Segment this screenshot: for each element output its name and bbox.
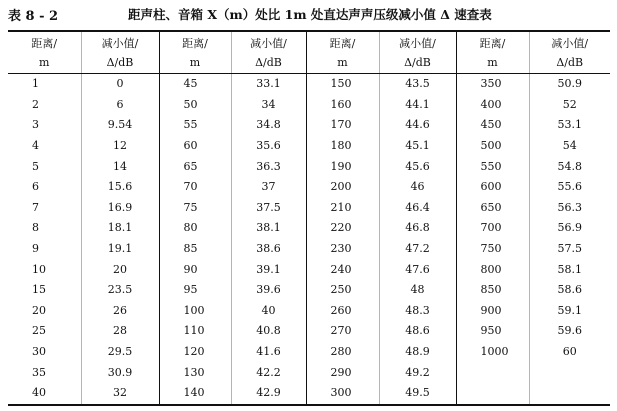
table-caption [8, 3, 613, 25]
distance-cell: 800 [456, 259, 529, 280]
distance-cell: 900 [456, 301, 529, 322]
reduction-cell: 50.9 [529, 74, 610, 95]
distance-cell: 100 [159, 301, 231, 322]
reduction-cell [529, 362, 610, 383]
distance-cell: 80 [159, 218, 231, 239]
distance-cell: 150 [306, 74, 379, 95]
reduction-cell: 39.6 [231, 280, 306, 301]
distance-header-name: 距离/ [31, 36, 58, 50]
reduction-header-name: 减小值/ [250, 36, 287, 50]
reduction-cell: 26 [81, 301, 159, 322]
distance-cell: 130 [159, 362, 231, 383]
distance-cell: 750 [456, 239, 529, 260]
distance-header-unit: m [337, 55, 348, 69]
table-row [8, 156, 610, 177]
reduction-cell: 47.6 [379, 259, 456, 280]
reduction-cell: 0 [81, 74, 159, 95]
distance-cell: 10 [32, 262, 46, 276]
reduction-cell: 23.5 [81, 280, 159, 301]
reduction-cell: 54 [529, 136, 610, 157]
reduction-cell: 9.54 [81, 115, 159, 136]
distance-cell: 45 [159, 74, 231, 95]
distance-cell: 4 [32, 139, 39, 153]
reduction-cell: 57.5 [529, 239, 610, 260]
reduction-cell: 43.5 [379, 74, 456, 95]
reduction-header [379, 31, 456, 74]
reduction-cell: 38.6 [231, 239, 306, 260]
distance-cell: 50 [159, 95, 231, 116]
distance-cell: 550 [456, 156, 529, 177]
reduction-cell: 28 [81, 321, 159, 342]
distance-cell: 160 [306, 95, 379, 116]
table-row [8, 136, 610, 157]
reduction-cell: 46.4 [379, 198, 456, 219]
reduction-cell: 58.1 [529, 259, 610, 280]
table-body [8, 74, 610, 405]
distance-header-unit: m [487, 55, 498, 69]
distance-cell: 15 [32, 283, 46, 297]
distance-cell: 55 [159, 115, 231, 136]
distance-cell: 9 [32, 242, 39, 256]
distance-cell: 210 [306, 198, 379, 219]
reduction-cell: 37 [231, 177, 306, 198]
reduction-cell: 36.3 [231, 156, 306, 177]
distance-cell: 260 [306, 301, 379, 322]
distance-cell: 350 [456, 74, 529, 95]
table-row [8, 218, 610, 239]
reduction-cell: 42.2 [231, 362, 306, 383]
distance-cell: 95 [159, 280, 231, 301]
table-row [8, 239, 610, 260]
distance-cell: 6 [32, 180, 39, 194]
reduction-cell: 49.2 [379, 362, 456, 383]
distance-cell: 1 [32, 77, 39, 91]
distance-cell: 240 [306, 259, 379, 280]
distance-cell: 75 [159, 198, 231, 219]
reduction-header-unit: Δ/dB [556, 55, 584, 69]
reduction-cell: 45.1 [379, 136, 456, 157]
distance-cell: 5 [32, 159, 39, 173]
distance-cell: 500 [456, 136, 529, 157]
table-row [8, 280, 610, 301]
reduction-cell [529, 383, 610, 405]
reduction-cell: 29.5 [81, 342, 159, 363]
distance-cell: 70 [159, 177, 231, 198]
distance-cell: 3 [32, 118, 39, 132]
distance-cell: 280 [306, 342, 379, 363]
distance-header [159, 31, 231, 74]
distance-cell: 170 [306, 115, 379, 136]
reduction-header-name: 减小值/ [101, 36, 139, 50]
distance-cell: 250 [306, 280, 379, 301]
distance-cell: 85 [159, 239, 231, 260]
distance-cell: 65 [159, 156, 231, 177]
distance-header-name: 距离/ [329, 36, 356, 50]
reduction-header-name: 减小值/ [399, 36, 436, 50]
header-row [8, 31, 610, 74]
reduction-cell: 53.1 [529, 115, 610, 136]
reduction-header-unit: Δ/dB [255, 55, 282, 69]
reduction-cell: 60 [529, 342, 610, 363]
reduction-cell: 34.8 [231, 115, 306, 136]
distance-header-name: 距离/ [182, 36, 208, 50]
distance-cell: 650 [456, 198, 529, 219]
reduction-cell: 56.9 [529, 218, 610, 239]
distance-cell: 120 [159, 342, 231, 363]
reduction-cell: 20 [81, 259, 159, 280]
distance-cell: 400 [456, 95, 529, 116]
distance-cell: 950 [456, 321, 529, 342]
reduction-cell: 49.5 [379, 383, 456, 405]
distance-cell: 2 [32, 97, 39, 111]
distance-header-name: 距离/ [479, 36, 506, 50]
distance-cell: 180 [306, 136, 379, 157]
distance-cell [456, 383, 529, 405]
distance-cell [456, 362, 529, 383]
reduction-cell: 16.9 [81, 198, 159, 219]
reduction-cell: 44.6 [379, 115, 456, 136]
distance-cell: 220 [306, 218, 379, 239]
reduction-cell: 40 [231, 301, 306, 322]
distance-cell: 450 [456, 115, 529, 136]
reduction-cell: 45.6 [379, 156, 456, 177]
table-row [8, 74, 610, 95]
distance-cell: 90 [159, 259, 231, 280]
reduction-cell: 48 [379, 280, 456, 301]
distance-cell: 190 [306, 156, 379, 177]
distance-header [306, 31, 379, 74]
distance-cell: 230 [306, 239, 379, 260]
reduction-cell: 42.9 [231, 383, 306, 405]
reduction-cell: 14 [81, 156, 159, 177]
table-title: 距声柱、音箱 X（m）处比 1m 处直达声声压级减小值 Δ 速查表 [128, 7, 492, 22]
table-number: 表 8 - 2 [8, 9, 59, 24]
reduction-cell: 46 [379, 177, 456, 198]
reduction-cell: 46.8 [379, 218, 456, 239]
reduction-cell: 41.6 [231, 342, 306, 363]
distance-cell: 20 [32, 303, 46, 317]
reduction-cell: 39.1 [231, 259, 306, 280]
reduction-cell: 35.6 [231, 136, 306, 157]
attenuation-lookup-table [8, 30, 610, 406]
table-row [8, 342, 610, 363]
reduction-header [529, 31, 610, 74]
distance-cell: 110 [159, 321, 231, 342]
distance-cell: 25 [32, 324, 46, 338]
reduction-cell: 59.6 [529, 321, 610, 342]
table-row [8, 259, 610, 280]
reduction-cell: 30.9 [81, 362, 159, 383]
distance-header-unit: m [189, 55, 201, 69]
reduction-cell: 40.8 [231, 321, 306, 342]
distance-cell: 40 [32, 386, 46, 400]
reduction-cell: 48.3 [379, 301, 456, 322]
reduction-cell: 58.6 [529, 280, 610, 301]
reduction-header-unit: Δ/dB [106, 55, 134, 69]
table-row [8, 301, 610, 322]
reduction-cell: 48.6 [379, 321, 456, 342]
reduction-cell: 54.8 [529, 156, 610, 177]
table-row [8, 95, 610, 116]
reduction-cell: 12 [81, 136, 159, 157]
reduction-cell: 19.1 [81, 239, 159, 260]
reduction-cell: 55.6 [529, 177, 610, 198]
reduction-cell: 48.9 [379, 342, 456, 363]
reduction-cell: 6 [81, 95, 159, 116]
reduction-cell: 56.3 [529, 198, 610, 219]
reduction-cell: 18.1 [81, 218, 159, 239]
reduction-cell: 34 [231, 95, 306, 116]
distance-cell: 300 [306, 383, 379, 405]
distance-header-unit: m [39, 55, 50, 69]
distance-cell: 35 [32, 365, 46, 379]
distance-header [8, 31, 81, 74]
reduction-cell: 32 [81, 383, 159, 405]
distance-cell: 270 [306, 321, 379, 342]
reduction-cell: 38.1 [231, 218, 306, 239]
distance-cell: 290 [306, 362, 379, 383]
reduction-cell: 15.6 [81, 177, 159, 198]
distance-cell: 600 [456, 177, 529, 198]
reduction-cell: 59.1 [529, 301, 610, 322]
reduction-cell: 47.2 [379, 239, 456, 260]
reduction-header [231, 31, 306, 74]
reduction-cell: 52 [529, 95, 610, 116]
table-row [8, 383, 610, 405]
table-row [8, 198, 610, 219]
distance-cell: 1000 [456, 342, 529, 363]
reduction-header [81, 31, 159, 74]
reduction-header-unit: Δ/dB [404, 55, 431, 69]
table-row [8, 115, 610, 136]
distance-cell: 7 [32, 200, 39, 214]
table-row [8, 177, 610, 198]
reduction-cell: 44.1 [379, 95, 456, 116]
distance-cell: 30 [32, 345, 46, 359]
distance-cell: 850 [456, 280, 529, 301]
distance-header [456, 31, 529, 74]
distance-cell: 8 [32, 221, 39, 235]
reduction-cell: 33.1 [231, 74, 306, 95]
reduction-header-name: 减小值/ [551, 36, 589, 50]
distance-cell: 200 [306, 177, 379, 198]
table-row [8, 362, 610, 383]
distance-cell: 60 [159, 136, 231, 157]
table-row [8, 321, 610, 342]
reduction-cell: 37.5 [231, 198, 306, 219]
distance-cell: 140 [159, 383, 231, 405]
distance-cell: 700 [456, 218, 529, 239]
